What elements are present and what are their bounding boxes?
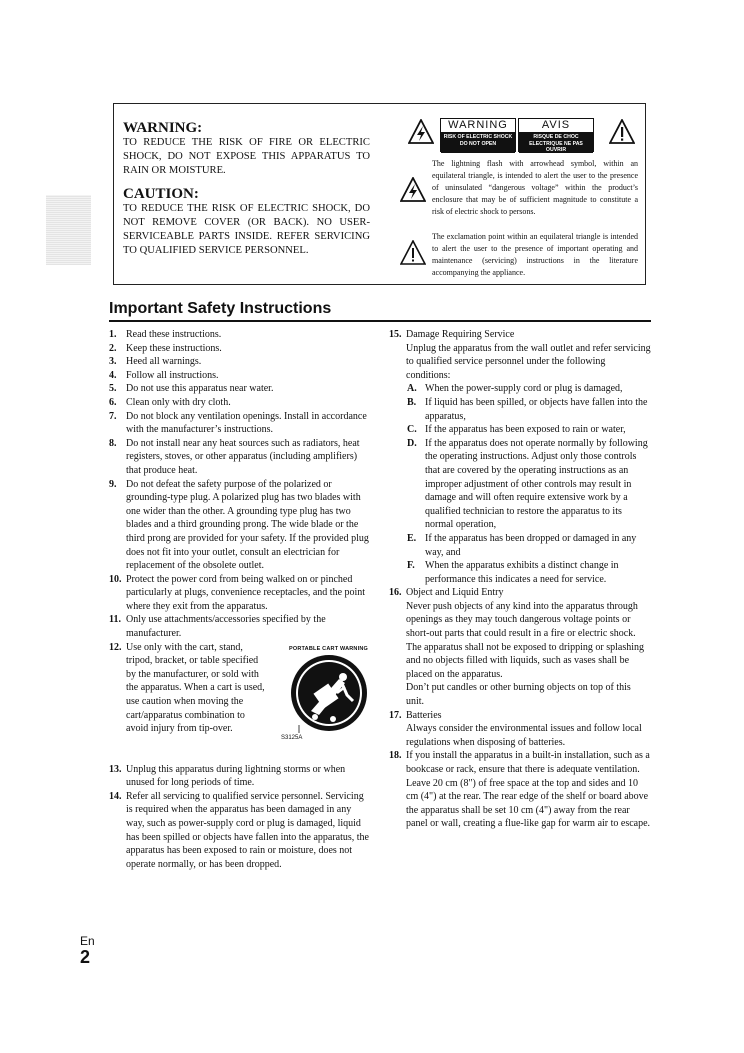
label-warning-title: WARNING [441,119,515,133]
sub-item [389,423,651,437]
lightning-description: The lightning flash with arrowhead symbol, within an equilateral triangle, is intended to alert the user to the presence of uninsulated “dangerous voltage” within the product’s enclosure that may be of sufficient magnitude to constitute a risk of electric shock to persons. [432,159,638,216]
item-text: Follow all instructions. [126,369,219,381]
warning-text: TO REDUCE THE RISK OF FIRE OR ELECTRIC SHOCK, DO NOT EXPOSE THIS APPARATUS TO RAIN OR MOISTURE. [123,137,370,176]
caution-title: CAUTION: [123,186,199,202]
item-text: Do not block any ventilation openings. Install in accordance with the manufacturer’s instructions. [126,410,367,436]
item-number: 7. [109,410,117,422]
page-number: 2 [80,947,91,967]
list-item-15 [389,328,651,382]
item-text: Never push objects of any kind into the apparatus through openings as they may touch dangerous voltage points or short-out parts that could result in a fire or electric shock. [406,600,638,640]
list-item [109,573,371,614]
list-item-17 [389,709,651,750]
lightning-triangle-icon [400,177,426,203]
section-title: Important Safety Instructions [109,300,332,317]
item-text: Refer all servicing to qualified service personnel. Servicing is required when the apparatus has been damaged in any way, such as power-supply cord or plug is damaged, liquid has been spilled or objects have fallen into the apparatus, the apparatus has been exposed to rain or moisture, does not operate normally, or has been dropped. [126,790,369,870]
cart-figure-caption: PORTABLE CART WARNING [289,645,368,652]
item-text: Heed all warnings. [126,356,202,368]
list-item [109,763,371,790]
cart-figure-code: S3125A [281,734,303,741]
item-number: 15. [389,329,402,340]
sub-item-text: If the apparatus does not operate normally by following the operating instructions. Adjust only those controls that are covered by the operating instructions as an improper adjustment of other controls may result in damage and will often require extensive work by a qualified technician to restore the apparatus to its normal operation, [425,437,648,531]
sub-item [389,437,651,532]
item-number: 17. [389,709,402,721]
item-text: If you install the apparatus in a built-in installation, such as a bookcase or rack, ensure that there is adequate ventilation. [406,750,650,775]
item-number: 18. [389,750,402,762]
item-text: Only use attachments/accessories specified by the manufacturer. [126,614,326,640]
item-text: Keep these instructions. [126,342,222,354]
item-title: Batteries [406,709,442,721]
sub-item-text: When the apparatus exhibits a distinct change in performance this indicates a need for service. [425,560,619,585]
label-avis-title: AVIS [519,119,593,133]
sub-item-letter: F. [407,560,415,572]
warning-title: WARNING: [123,120,203,136]
list-item [109,790,371,872]
sub-item [389,396,651,423]
item-number: 4. [109,369,117,381]
item-text: Do not defeat the safety purpose of the polarized or grounding-type plug. A polarized plug has two blades with one wider than the other. A grounding type plug has two blades and a third grounding prong. The wide blade or the third prong are provided for your safety. If the provided plug does not fit into your outlet, consult an electrician for replacement of the obsolete outlet. [126,478,369,572]
item-text: Don’t put candles or other burning objects on top of this unit. [406,682,631,708]
list-item-16 [389,586,651,708]
item-number: 3. [109,356,117,368]
list-item [109,369,371,383]
left-column [109,328,371,871]
warning-box [113,103,646,285]
sub-item-text: If the apparatus has been exposed to rain or water, [425,424,626,436]
list-item [109,355,371,369]
lightning-triangle-icon [408,119,434,145]
caution-text: TO REDUCE THE RISK OF ELECTRIC SHOCK, DO NOT REMOVE COVER (OR BACK). NO USER-SERVICEABLE PARTS INSIDE. REFER SERVICING TO QUALIFIED SERVICE PERSONNEL. [123,203,370,256]
list-item-18 [389,749,651,831]
right-column [389,328,651,831]
sub-item-text: When the power-supply cord or plug is damaged, [425,383,623,395]
list-item [109,437,371,478]
list-item [109,396,371,410]
item-number: 1. [109,329,117,340]
item-number: 13. [109,763,122,775]
list-item-12 [109,641,371,763]
item-number: 14. [109,790,122,802]
item-number: 2. [109,342,117,354]
item-text: Protect the power cord from being walked on or pinched particularly at plugs, convenience receptacles, and the point where they exit from the apparatus. [126,573,366,612]
sub-item-letter: E. [407,532,417,544]
list-item [109,478,371,573]
label-avis [518,118,594,152]
sub-item-text: If liquid has been spilled, or objects have fallen into the apparatus, [425,396,648,422]
item-number: 11. [109,614,121,626]
item-text: Do not install near any heat sources such as radiators, heat registers, stoves, or other apparatus (including amplifiers) that produce heat. [126,437,360,476]
portable-cart-warning-icon [281,641,376,741]
list-item [109,410,371,437]
list-item [109,342,371,356]
page-language: En [80,934,95,948]
item-text: Unplug this apparatus during lightning storms or when unused for long periods of time. [126,763,346,789]
list-item [109,328,371,342]
sub-item [389,532,651,559]
label-warning [440,118,516,152]
caution-label [440,118,604,159]
item-title: Object and Liquid Entry [406,587,504,599]
sub-item-text: If the apparatus has been dropped or damaged in any way, and [425,532,637,558]
item-text: Do not use this apparatus near water. [126,383,274,395]
item-text: Always consider the environmental issues and follow local regulations when disposing of batteries. [406,723,642,748]
item-number: 9. [109,478,117,490]
sub-item-letter: D. [407,437,417,449]
exclamation-triangle-icon [400,240,426,266]
item-text: The apparatus shall not be exposed to dripping or splashing and no objects filled with liquids, such as vases shall be placed on the apparatus. [406,641,645,680]
sub-item-letter: B. [407,396,417,408]
item-text: Read these instructions. [126,329,222,340]
item-number: 8. [109,437,117,449]
item-text: Unplug the apparatus from the wall outlet and refer servicing to qualified service personnel under the following conditions: [406,342,651,381]
item-number: 5. [109,383,117,395]
sub-item [389,559,651,586]
item-number: 10. [109,573,122,585]
sub-item [389,382,651,396]
item-text: Leave 20 cm (8") of free space at the top and sides and 10 cm (4") at the rear. The rear edge of the shelf or board above the apparatus shall be set 10 cm (4") away from the rear panel or wall, creating a flue-like gap for warm air to escape. [406,777,651,830]
item-number: 16. [389,587,402,599]
exclamation-triangle-icon [609,119,635,145]
list-item [109,382,371,396]
list-item [109,613,371,640]
item-text: Clean only with dry cloth. [126,396,231,408]
sub-item-letter: A. [407,383,417,395]
item-number: 6. [109,396,117,408]
sub-item-letter: C. [407,424,417,436]
label-warning-sub: RISK OF ELECTRIC SHOCK DO NOT OPEN [441,133,515,153]
title-rule [109,320,651,322]
item-number: 12. [109,641,122,653]
warning-text-column [123,120,370,266]
item-text: Use only with the cart, stand, tripod, bracket, or table specified by the manufacturer, or sold with the apparatus. When a cart is used, use caution when moving the cart/apparatus combination to avoid injury from tip-over. [126,641,265,735]
exclamation-description: The exclamation point within an equilateral triangle is intended to alert the user to the presence of important operating and maintenance (servicing) instructions in the literature accompanying the appliance. [432,232,638,277]
label-avis-sub: RISQUE DE CHOC ELECTRIQUE NE PAS OUVRIR [519,133,593,153]
item-title: Damage Requiring Service [406,329,515,340]
side-tab-marker [46,195,91,265]
